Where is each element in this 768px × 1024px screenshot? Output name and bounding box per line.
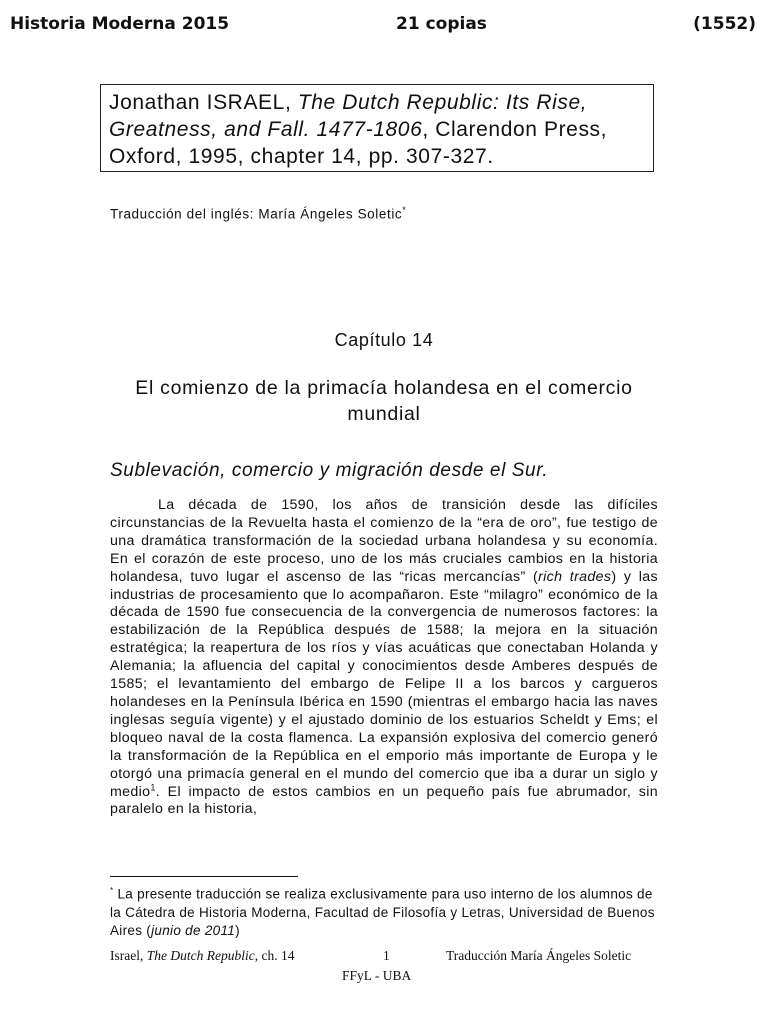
body-part-2: ) y las industrias de procesamiento que lo acompañaron. Este “milagro” económico de la década de 1590 fue consecuencia de la convergencia de numerosos factores: la estabilización de la República después de 1588; la mejora en la situación estratégica; la reapertura de los ríos y vías acuáticas que conectaban Holanda y Alemania; la afluencia del capital y conocimientos desde Amberes después de 1585; el levantamiento del embargo de Felipe II a los barcos y cargueros holandeses en la Península Ibérica en 1590 (mientras el embargo hacia las naves inglesas seguía vigente) y el ajustado dominio de los estuarios Scheldt y Ems; el bloqueo naval de la costa flamenca. La expansión explosiva del comercio generó la transformación de la República en el emporio más importante de Europa y le otorgó una primacía general en el mundo del comercio que iba a durar un siglo y medio bbox=[110, 568, 658, 800]
reference-author: Jonathan ISRAEL, bbox=[109, 91, 298, 114]
chapter-title: El comienzo de la primacía holandesa en el comercio mundial bbox=[135, 377, 633, 425]
body-paragraph bbox=[110, 497, 658, 819]
bibliographic-reference bbox=[100, 84, 654, 172]
body-part-3: . El impacto de estos cambios en un pequeño país fue abrumador, sin paralelo en la historia, bbox=[110, 783, 658, 818]
footer-chapter: , ch. 14 bbox=[254, 948, 295, 963]
translator-line bbox=[110, 205, 406, 222]
reference-title: The Dutch Republic: Its Rise, Greatness, and Fall. 1477-1806 bbox=[109, 91, 588, 141]
footer-author: Israel, bbox=[110, 948, 147, 963]
footnote bbox=[110, 882, 658, 940]
chapter-number: Capítulo 14 bbox=[334, 330, 434, 350]
footer-institution: FFyL - UBA bbox=[342, 968, 412, 983]
body-part-1: La década de 1590, los años de transición desde las difíciles circunstancias de la Revuelta hasta el comienzo de la “era de oro”, fue testigo de una dramática transformación de la sociedad urbana holandesa y su economía. En el corazón de este proceso, uno de los más cruciales cambios en la historia holandesa, tuvo lugar el ascenso de las “ricas mercancías” ( bbox=[110, 497, 658, 585]
section-heading: Sublevación, comercio y migración desde el Sur. bbox=[110, 460, 549, 481]
reference-publisher: , Clarendon Press, Oxford, 1995, chapter 14, pp. 307-327. bbox=[109, 118, 608, 168]
document-code: (1552) bbox=[693, 14, 756, 34]
footer-translator: Traducción María Ángeles Soletic bbox=[446, 948, 632, 963]
translator-text: Traducción del inglés: María Ángeles Soletic bbox=[110, 206, 403, 222]
copies-count: 21 copias bbox=[396, 14, 487, 34]
footnote-mark: * bbox=[110, 886, 114, 895]
translator-note-mark: * bbox=[402, 205, 407, 215]
footnote-date: junio de 2011 bbox=[151, 922, 236, 938]
footer-citation bbox=[110, 948, 294, 964]
footer-title: The Dutch Republic bbox=[146, 948, 255, 963]
footnote-reference: 1 bbox=[150, 781, 156, 792]
footnote-divider bbox=[110, 876, 298, 877]
footnote-text-1: La presente traducción se realiza exclusivamente para uso interno de los alumnos de la Cátedra de Historia Moderna, Facultad de Filosofía y Letras, Universidad de Buenos Aires ( bbox=[110, 886, 655, 938]
footnote-text-2: ) bbox=[235, 922, 240, 938]
rich-trades-term: rich trades bbox=[538, 568, 612, 585]
course-title: Historia Moderna 2015 bbox=[10, 14, 230, 34]
page-number: 1 bbox=[383, 948, 390, 963]
